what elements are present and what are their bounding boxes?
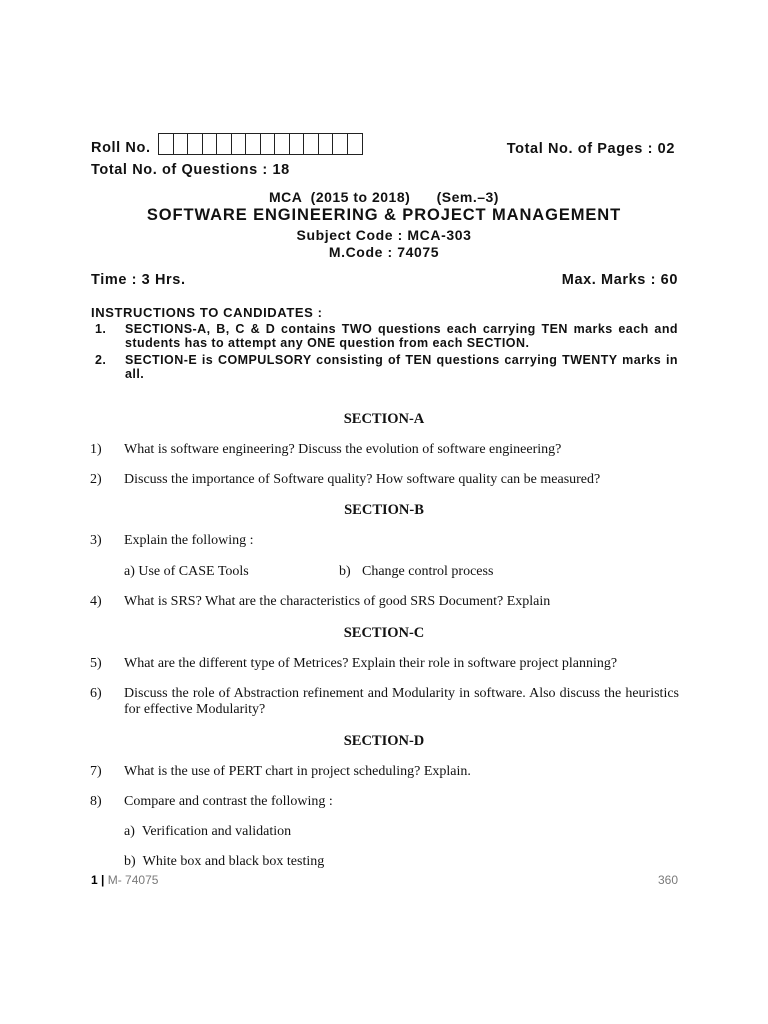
question-8-part-a: a) Verification and validation bbox=[124, 824, 292, 839]
question-5 bbox=[90, 656, 679, 672]
m-code: M.Code : 74075 bbox=[328, 244, 440, 260]
total-questions: Total No. of Questions : 18 bbox=[91, 162, 290, 178]
instruction-number: 1. bbox=[95, 322, 107, 336]
question-3-part-a: a) Use of CASE Tools bbox=[124, 564, 249, 579]
question-6 bbox=[90, 686, 679, 718]
roll-number-box[interactable] bbox=[246, 134, 261, 154]
section-c-heading: SECTION-C bbox=[343, 625, 425, 641]
question-7 bbox=[90, 764, 679, 780]
roll-number-box[interactable] bbox=[203, 134, 218, 154]
question-2 bbox=[90, 472, 679, 488]
question-number: 4) bbox=[90, 594, 102, 609]
roll-number-box[interactable] bbox=[290, 134, 305, 154]
question-number: 2) bbox=[90, 472, 102, 487]
question-4 bbox=[90, 594, 679, 610]
question-3-part-b-label: b) bbox=[339, 564, 351, 579]
question-text: What is the use of PERT chart in project scheduling? Explain. bbox=[124, 764, 471, 779]
question-1 bbox=[90, 442, 679, 458]
roll-number-box[interactable] bbox=[333, 134, 348, 154]
subject-title: SOFTWARE ENGINEERING & PROJECT MANAGEMENT bbox=[146, 206, 622, 224]
footer-mcode: M- 74075 bbox=[107, 873, 159, 887]
question-number: 5) bbox=[90, 656, 102, 671]
instructions-title: INSTRUCTIONS TO CANDIDATES : bbox=[91, 305, 323, 320]
instruction-text: SECTION-E is COMPULSORY consisting of TEN questions carrying TWENTY marks in all. bbox=[125, 353, 678, 381]
roll-number-box[interactable] bbox=[174, 134, 189, 154]
instruction-number: 2. bbox=[95, 353, 107, 367]
total-pages: Total No. of Pages : 02 bbox=[506, 141, 675, 157]
roll-number-box[interactable] bbox=[348, 134, 363, 154]
question-number: 1) bbox=[90, 442, 102, 457]
footer-number: 360 bbox=[657, 873, 678, 887]
course-line: MCA (2015 to 2018) (Sem.–3) bbox=[269, 189, 499, 205]
question-number: 8) bbox=[90, 794, 102, 809]
question-3-part-b: Change control process bbox=[362, 564, 494, 579]
section-d-heading: SECTION-D bbox=[343, 733, 425, 749]
roll-number-boxes[interactable] bbox=[158, 133, 363, 155]
subject-code: Subject Code : MCA-303 bbox=[296, 227, 472, 243]
question-number: 6) bbox=[90, 686, 102, 701]
question-text: Discuss the importance of Software quality? How software quality can be measured? bbox=[124, 472, 601, 487]
question-3 bbox=[90, 533, 679, 549]
question-8-part-b: b) White box and black box testing bbox=[124, 854, 325, 869]
question-number: 3) bbox=[90, 533, 102, 548]
question-text: What is software engineering? Discuss the evolution of software engineering? bbox=[124, 442, 562, 457]
roll-number-box[interactable] bbox=[304, 134, 319, 154]
max-marks: Max. Marks : 60 bbox=[561, 272, 678, 288]
roll-number-box[interactable] bbox=[275, 134, 290, 154]
roll-number-box[interactable] bbox=[261, 134, 276, 154]
exam-time: Time : 3 Hrs. bbox=[91, 272, 186, 288]
page-footer-left bbox=[91, 873, 158, 887]
question-text: Explain the following : bbox=[124, 533, 254, 548]
roll-number-box[interactable] bbox=[188, 134, 203, 154]
page-number: 1 | bbox=[91, 873, 105, 887]
instruction-item bbox=[95, 322, 678, 350]
instruction-text: SECTIONS-A, B, C & D contains TWO questions each carrying TEN marks each and students has to attempt any ONE question from each SECTION. bbox=[125, 322, 678, 350]
roll-number-box[interactable] bbox=[319, 134, 334, 154]
section-a-heading: SECTION-A bbox=[343, 411, 425, 427]
section-b-heading: SECTION-B bbox=[344, 502, 424, 518]
question-8 bbox=[90, 794, 679, 810]
question-text: What is SRS? What are the characteristics of good SRS Document? Explain bbox=[124, 594, 551, 609]
instruction-item bbox=[95, 353, 678, 381]
question-text: Discuss the role of Abstraction refinement and Modularity in software. Also discuss the heuristics for effective Modularity? bbox=[124, 686, 679, 717]
question-text: What are the different type of Metrices? Explain their role in software project planning? bbox=[124, 656, 618, 671]
roll-number-box[interactable] bbox=[159, 134, 174, 154]
question-number: 7) bbox=[90, 764, 102, 779]
roll-number-box[interactable] bbox=[232, 134, 247, 154]
question-text: Compare and contrast the following : bbox=[124, 794, 333, 809]
roll-number-label: Roll No. bbox=[91, 140, 151, 156]
roll-number-box[interactable] bbox=[217, 134, 232, 154]
